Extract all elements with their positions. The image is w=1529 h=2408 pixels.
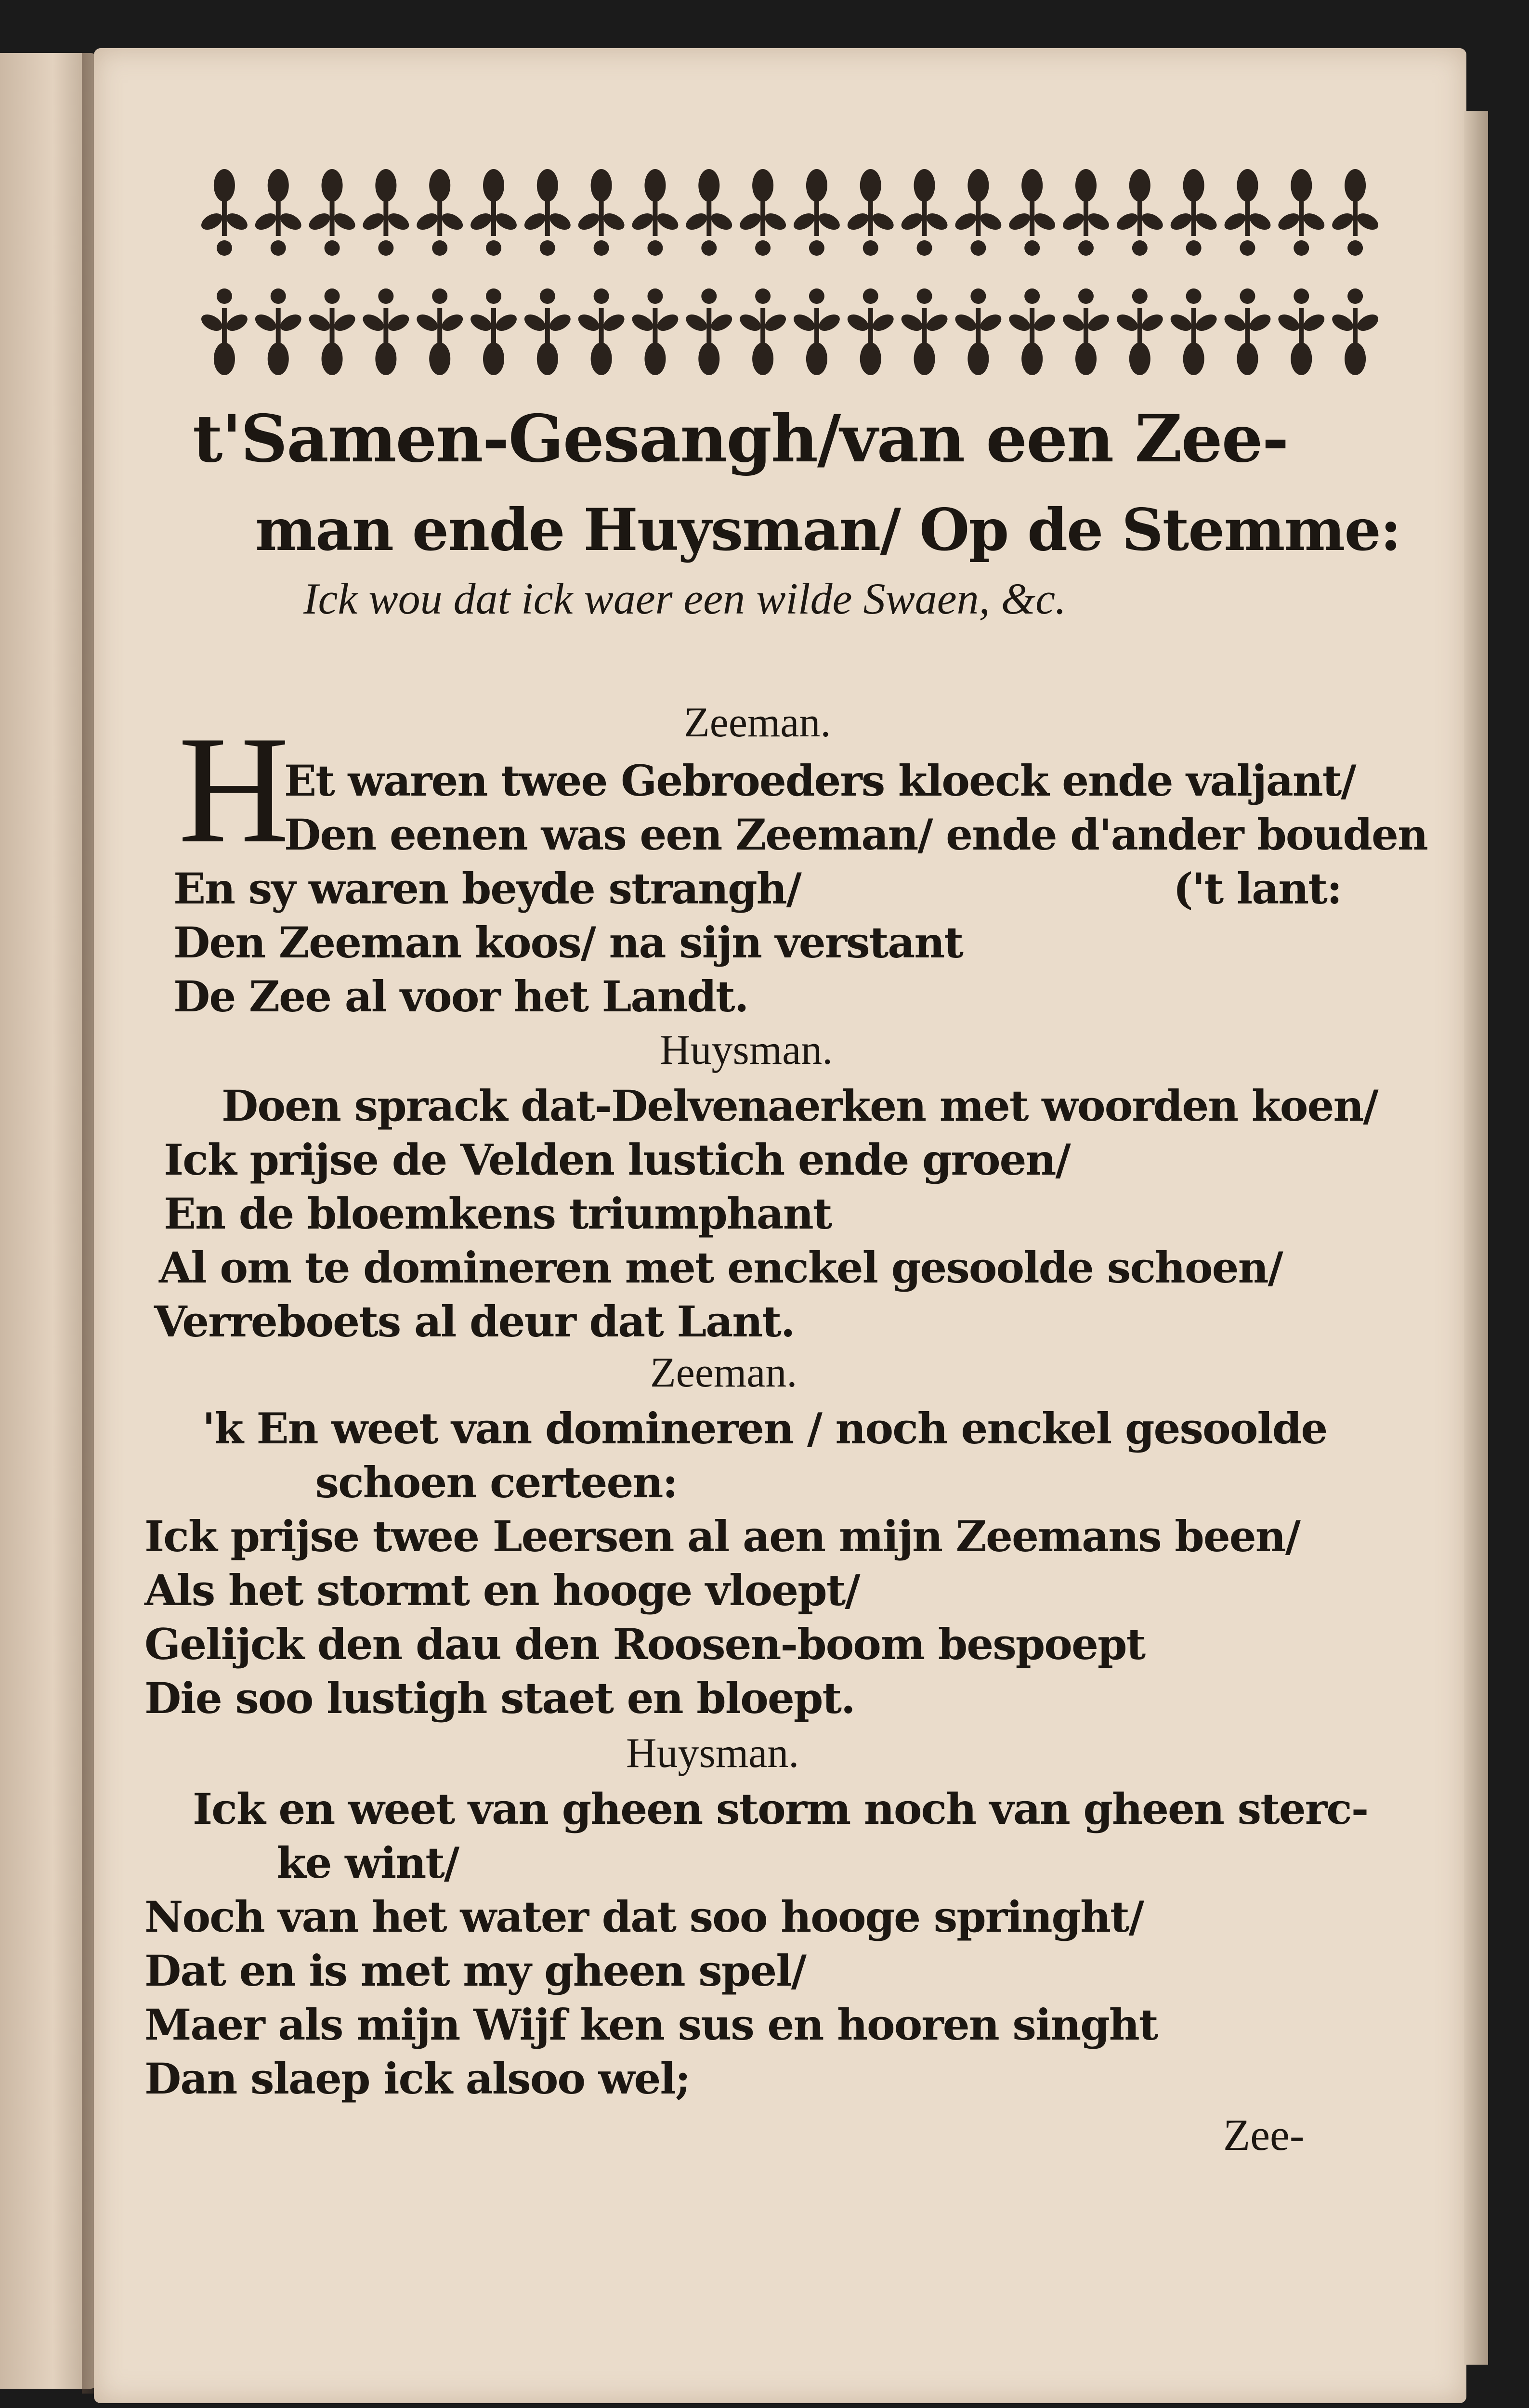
verse-line: Ick prijse de Velden lustich ende groen/ [164,1135,1070,1185]
verse-line: Et waren twee Gebroeders kloeck ende valjant/ [284,756,1356,806]
verse-line: Maer als mijn Wijf ken sus en hooren singht [144,2000,1158,2050]
verse-line: En de bloemkens triumphant [164,1189,832,1239]
fleuron-icon [899,169,951,256]
fleuron-icon [791,288,843,375]
fleuron-icon [414,288,466,375]
fleuron-icon [522,288,574,375]
fleuron-icon [899,288,951,375]
fleuron-icon [791,169,843,256]
fleuron-icon [198,169,250,256]
fleuron-icon [414,169,466,256]
verse-line: Den Zeeman koos/ na sijn verstant [173,917,963,968]
fleuron-icon [198,288,250,375]
fleuron-icon [468,169,520,256]
fleuron-icon [468,288,520,375]
fleuron-icon [845,169,897,256]
fleuron-icon [360,169,412,256]
fleuron-icon [1006,169,1058,256]
fleuron-icon [629,169,681,256]
verse-line: Dat en is met my gheen spel/ [144,1946,806,1996]
fleuron-icon [953,169,1005,256]
speaker-label: Huysman. [626,1730,799,1777]
fleuron-icon [1114,169,1166,256]
fleuron-icon [1329,169,1381,256]
verse-line: De Zee al voor het Landt. [173,971,748,1021]
verse-line: Den eenen was een Zeeman/ ende d'ander bouden [284,810,1427,860]
fleuron-icon [522,169,574,256]
fleuron-icon [1222,169,1274,256]
verse-line: 'k En weet van domineren / noch enckel gesoolde [202,1403,1327,1453]
fleuron-icon [737,169,789,256]
fleuron-icon [1275,169,1327,256]
fleuron-icon [953,288,1005,375]
fleuron-icon [1060,169,1112,256]
fleuron-icon [1168,288,1220,375]
verse-line: Noch van het water dat soo hooge springht/ [144,1892,1143,1942]
fleuron-icon [575,288,627,375]
fleuron-icon [1222,288,1274,375]
fleuron-icon [306,169,358,256]
speaker-label: Zeeman. [650,1349,797,1396]
fleuron-icon [629,288,681,375]
speaker-label: Zeeman. [684,699,831,746]
verse-line: Doen sprack dat-Delvenaerken met woorden koen/ [222,1081,1378,1131]
drop-cap: H [178,705,290,875]
fleuron-icon [1168,169,1220,256]
title-line-2: man ende Huysman/ Op de Stemme: [255,496,1401,564]
verse-line: Al om te domineren met enckel gesoolde schoen/ [159,1243,1282,1293]
verse-line: Verreboets al deur dat Lant. [154,1296,795,1347]
verse-line: Ick en weet van gheen storm noch van gheen sterc- [193,1784,1368,1834]
fleuron-band-icon [197,159,1382,390]
fleuron-icon [683,288,735,375]
verse-line: ke wint/ [222,1838,459,1888]
page-edge-shadow [1464,111,1488,2365]
fleuron-icon [737,288,789,375]
fleuron-icon [1275,288,1327,375]
fleuron-icon [1114,288,1166,375]
tune-line: Ick wou dat ick waer een wilde Swaen, &c. [303,574,1067,623]
fleuron-icon [1006,288,1058,375]
verse-line: Als het stormt en hooge vloept/ [144,1565,860,1615]
verse-line: Die soo lustigh staet en bloept. [144,1673,855,1723]
title-line-1: t'Samen-Gesangh/van een Zee- [193,400,1288,477]
fleuron-icon [1060,288,1112,375]
fleuron-icon [575,169,627,256]
fleuron-icon [252,288,304,375]
fleuron-icon [683,169,735,256]
verse-line: Ick prijse twee Leersen al aen mijn Zeemans been/ [144,1511,1300,1561]
fleuron-icon [252,169,304,256]
catchword: Zee- [1223,2110,1305,2159]
fleuron-icon [306,288,358,375]
fleuron-icon [1329,288,1381,375]
fleuron-icon [360,288,412,375]
verse-line: En sy waren beyde strangh/ ('t lant: [173,864,1342,914]
verse-line: schoen certeen: [260,1457,677,1507]
verse-line: Gelijck den dau den Roosen-boom bespoept [144,1619,1145,1669]
speaker-label: Huysman. [660,1027,833,1073]
verse-line: Dan slaep ick alsoo wel; [144,2054,690,2104]
fleuron-icon [845,288,897,375]
